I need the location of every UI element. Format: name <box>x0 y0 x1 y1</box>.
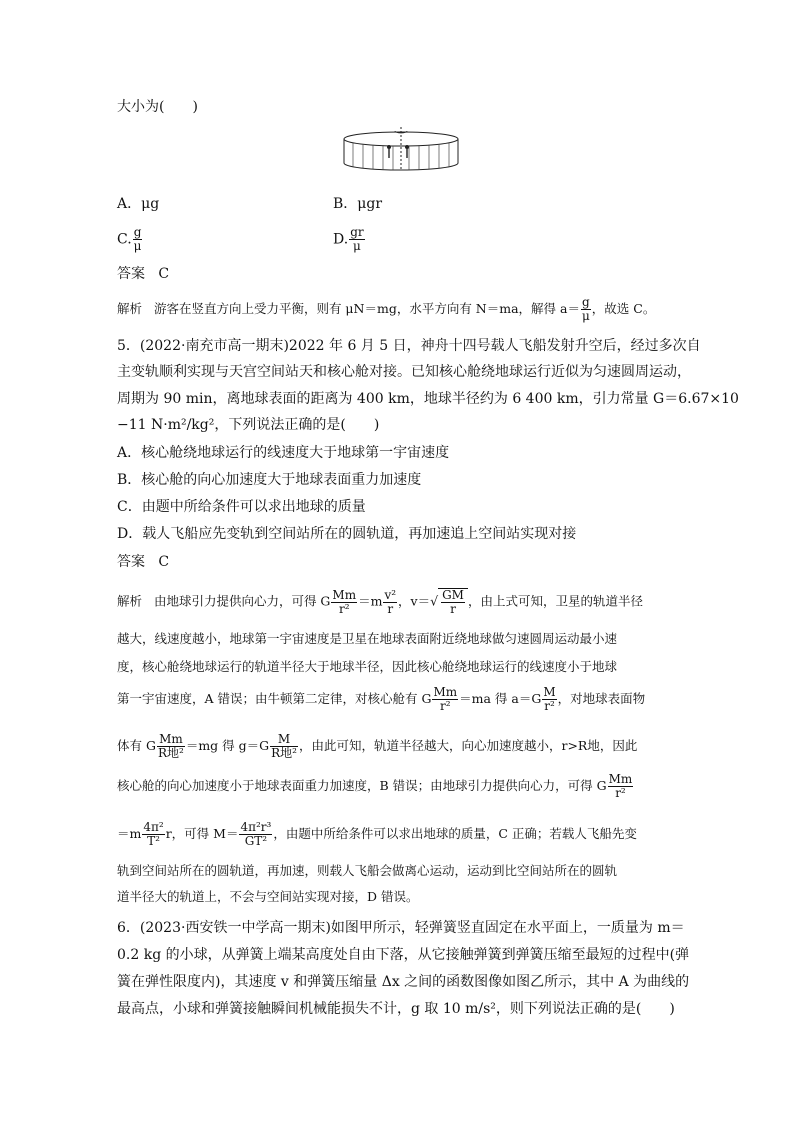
q4-option-d: D. $\frac{gr}{\mu}$ <box>333 225 364 253</box>
q4-option-a: A．μg <box>117 196 160 212</box>
q5-analysis-line8: 轨到空间站所在的圆轨道，再加速，则载人飞船会做离心运动，运动到比空间站所在的圆轨 <box>117 863 618 878</box>
q6-stem-line1: 6．(2023·西安铁一中学高一期末)如图甲所示，轻弹簧竖直固定在水平面上，一质量为 m＝ <box>117 920 685 936</box>
q5-stem-line1: 5．(2022·南充市高一期末)2022 年 6 月 5 日，神舟十四号载人飞船发射升空后，经过多次自 <box>117 338 701 354</box>
q5-analysis-line6: 核心舱的向心加速度小于地球表面重力加速度，B 错误；由地球引力提供向心力，可得 G $\frac{Mm}{\text{r²}}$ <box>117 772 633 800</box>
q5-stem-line3: 周期为 90 min，离地球表面的距离为 400 km，地球半径约为 6 400 km，引力常量 G＝6.67×10 <box>117 391 739 407</box>
q5-option-d: D．载人飞船应先变轨到空间站所在的圆轨道，再加速追上空间站实现对接 <box>117 526 577 542</box>
q4-stem-tail: 大小为( ) <box>117 99 198 115</box>
q5-analysis-line3: 度，核心舱绕地球运行的轨道半径大于地球半径，因此核心舱绕地球运行的线速度小于地球 <box>117 659 618 674</box>
q5-stem-line2: 主变轨顺利实现与天宫空间站天和核心舱对接。已知核心舱绕地球运行近似为匀速圆周运动， <box>117 364 691 380</box>
rotating-cylinder-figure <box>341 125 461 175</box>
q5-analysis-line4: 第一宇宙速度，A 错误；由牛顿第二定律，对核心舱有 G $\frac{Mm}{\text{r²}}$ ＝ma 得 a＝G $\frac{M}{\text{r²}}$ ，对地球表面物 <box>117 685 646 713</box>
q6-stem-line4: 最高点，小球和弹簧接触瞬间机械能损失不计，g 取 10 m/s²，则下列说法正确的是( ) <box>117 1001 675 1017</box>
q5-stem-line4: −11 N·m²/kg²，下列说法正确的是( ) <box>117 417 380 433</box>
q5-analysis-line1: 解析 由地球引力提供向心力，可得 G $\frac{Mm}{\text{r²}}$ ＝m $\frac{\text{v²}}{r}$ ，v＝√ $\frac{GM}{r}$ ，由上式可知，卫星的轨道半径 <box>117 587 643 616</box>
q6-stem-line3: 簧在弹性限度内)，其速度 v 和弹簧压缩量 Δx 之间的函数图像如图乙所示，其中 A 为曲线的 <box>117 974 690 990</box>
q5-option-c: C．由题中所给条件可以求出地球的质量 <box>117 499 366 515</box>
q4-option-c: C. $\frac{g}{\mu}$ <box>117 225 142 253</box>
q4-answer: 答案 C <box>117 266 170 282</box>
q5-option-a: A．核心舱绕地球运行的线速度大于地球第一宇宙速度 <box>117 445 450 461</box>
q5-answer: 答案 C <box>117 554 170 570</box>
q5-analysis-line9: 道半径大的轨道上，不会与空间站实现对接，D 错误。 <box>117 889 419 904</box>
q5-option-b: B．核心舱的向心加速度大于地球表面重力加速度 <box>117 472 422 488</box>
q4-option-b: B．μgr <box>333 196 383 212</box>
q5-analysis-line7: ＝m $\frac{\text{4π²}}{\text{T²}}$ r，可得 M＝ $\frac{\text{4π²r³}}{\text{GT²}}$ ，由题中所给条件可以求出地球的质量，C 正确；若载人飞船先变 <box>117 820 637 848</box>
q5-analysis-line2: 越大，线速度越小，地球第一宇宙速度是卫星在地球表面附近绕地球做匀速圆周运动最小速 <box>117 631 618 646</box>
q5-analysis-line5: 体有 G $\frac{Mm}{\text{R地²}}$ ＝mg 得 g＝G $\frac{M}{\text{R地²}}$ ，由此可知，轨道半径越大，向心加速度越小，r>R地，因此 <box>117 732 638 760</box>
q6-stem-line2: 0.2 kg 的小球，从弹簧上端某高度处自由下落，从它接触弹簧到弹簧压缩至最短的过程中(弹 <box>117 947 690 963</box>
q4-analysis: 解析 游客在竖直方向上受力平衡，则有 μN＝mg，水平方向有 N＝ma，解得 a＝ $\frac{g}{\mu}$ ，故选 C。 <box>117 295 656 323</box>
